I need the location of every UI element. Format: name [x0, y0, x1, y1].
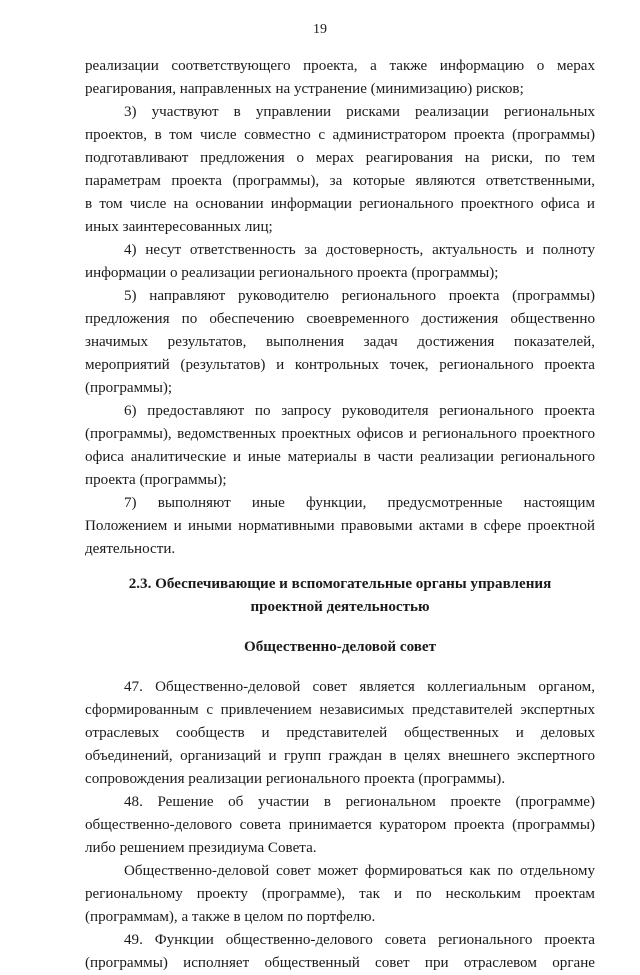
section-heading-continuation: проектной деятельностью	[250, 599, 430, 615]
text-line: (программы) исполняет общественный совет при отраслевом органе	[85, 955, 595, 971]
text-line: предложения по обеспечению своевременного достижения общественно	[85, 311, 595, 327]
text-line: объединений, организаций и групп граждан в целях внешнего экспертного	[85, 748, 595, 764]
text-line: 3) участвуют в управлении рисками реализации региональных	[124, 104, 595, 120]
text-line: 5) направляют руководителю регионального проекта (программы)	[124, 288, 595, 304]
text-line: реализации соответствующего проекта, а также информацию о мерах	[85, 58, 595, 74]
text-line: офиса аналитические и иные материалы в части реализации регионального	[85, 449, 595, 465]
text-line: (программы);	[85, 380, 173, 396]
text-line: региональному проекту (программе), так и по нескольким проектам	[85, 886, 595, 902]
text-line: отраслевых сообществ и представителей общественных и деловых	[85, 725, 595, 741]
text-line: сопровождения реализации регионального проекта (программы).	[85, 771, 506, 787]
document-body	[85, 55, 595, 975]
text-line: 4) несут ответственность за достоверность, актуальность и полноту	[124, 242, 595, 258]
text-line: (программы), ведомственных проектных офисов и регионального проектного	[85, 426, 595, 442]
text-line: мероприятий (результатов) и контрольных точек, регионального проекта	[85, 357, 595, 373]
text-line: 49. Функции общественно-делового совета регионального проекта	[124, 932, 595, 948]
text-line: 48. Решение об участии в региональном проекте (программе)	[124, 794, 595, 810]
text-line: Положением и иными нормативными правовыми актами в сфере проектной	[85, 518, 595, 534]
text-line: 6) предоставляют по запросу руководителя регионального проекта	[124, 403, 595, 419]
section-heading: 2.3. Обеспечивающие и вспомогательные органы управления	[128, 576, 552, 592]
subheading: Общественно-деловой совет	[243, 639, 437, 655]
text-line: иных заинтересованных лиц;	[85, 219, 273, 235]
text-line: информации о реализации регионального проекта (программы);	[85, 265, 499, 281]
text-line: общественно-делового совета принимается куратором проекта (программы)	[85, 817, 595, 833]
text-line: либо решением президиума Совета.	[85, 840, 317, 856]
text-line: 7) выполняют иные функции, предусмотренные настоящим	[124, 495, 595, 511]
text-line: Общественно-деловой совет может формироваться как по отдельному	[124, 863, 595, 879]
text-line: (программам), а также в целом по портфелю.	[85, 909, 376, 925]
text-line: проекта (программы);	[85, 472, 227, 488]
text-line: сформированным с привлечением независимых представителей экспертных	[85, 702, 595, 718]
page-number: 19	[313, 22, 327, 37]
text-line: в том числе на основании информации регионального проектного офиса и	[85, 196, 595, 212]
text-line: реагирования, направленных на устранение (минимизацию) рисков;	[85, 81, 524, 97]
text-line: подготавливают предложения о мерах реагирования на риски, по тем	[85, 150, 595, 166]
text-line: деятельности.	[85, 541, 176, 557]
text-line: параметрам проекта (программы), за которые являются ответственными,	[85, 173, 595, 189]
text-line: значимых результатов, выполнения задач достижения показателей,	[85, 334, 595, 350]
text-line: 47. Общественно-деловой совет является коллегиальным органом,	[124, 679, 595, 695]
text-line: проектов, в том числе совместно с администратором проекта (программы)	[85, 127, 595, 143]
